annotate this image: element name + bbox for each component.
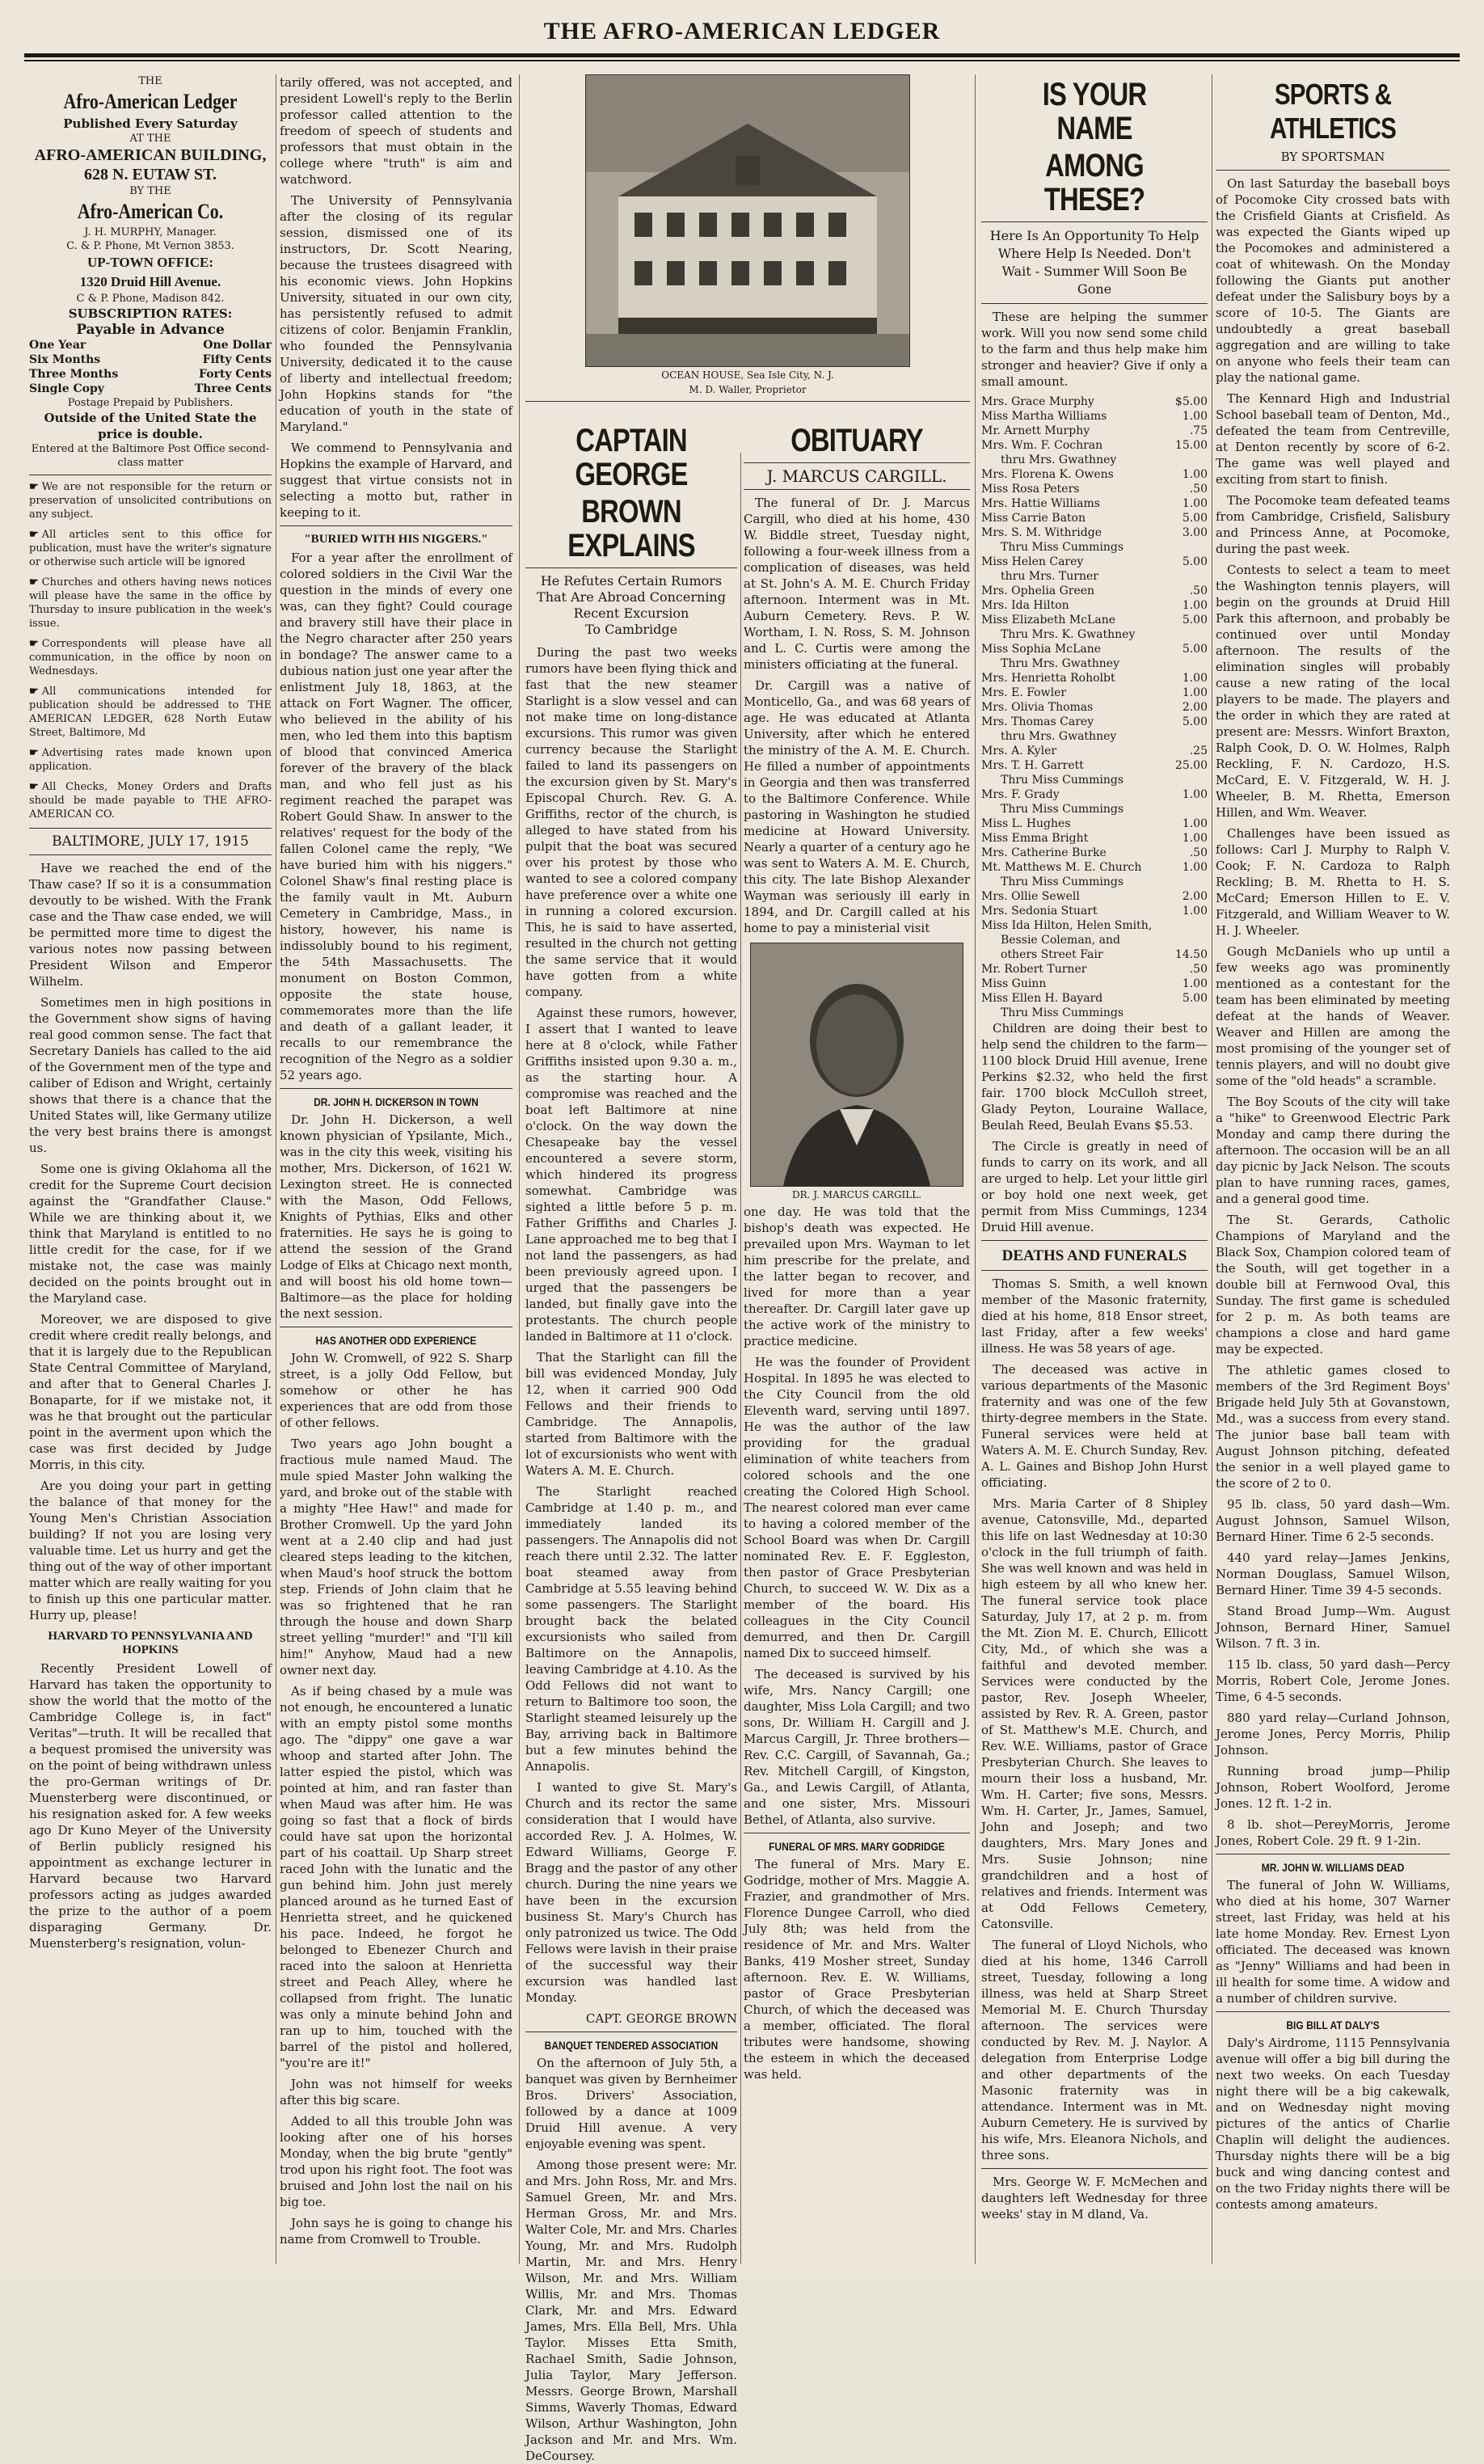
dalys-headline: BIG BILL AT DALY'S <box>1286 2019 1380 2032</box>
subscriber-amount: 1.00 <box>1182 861 1208 874</box>
subscriber-name: Mrs. Hattie Williams <box>981 497 1100 510</box>
company-name: Afro-American Co. <box>77 200 224 223</box>
subscriber-amount: 2.00 <box>1182 701 1208 714</box>
subscriber-name: Mr. Arnett Murphy <box>981 424 1090 437</box>
paragraph: These are helping the summer work. Will you now send some child to the farm and thus help make him stronger and heavier? Give if only a small amount. <box>981 310 1208 389</box>
dickerson-paragraph: Dr. John H. Dickerson, a well known physician of Ypsilante, Mich., was in the city this week, visiting his mother, Mrs. Dickerson, of 1621 W. Lexington street. He is connected with the Mason, Odd Fellows, Knights of Pythias, Elks and other fraternities. He says he is going to attend the session of the Grand Lodge of Elks at Chicago next month, and will boost his old home town—Baltimore—as the place for holding the next session. <box>280 1112 512 1321</box>
subscriber-name: Thru Miss Cummings <box>1001 774 1124 787</box>
subscriber-row <box>981 729 1208 744</box>
subscriber-row <box>981 482 1208 496</box>
name-headline-1: IS YOUR NAME <box>1042 77 1147 146</box>
paragraph: Two years ago John bought a fractious mule named Maud. The mule spied Master John walking the yard, and broke out of the stable with a mighty "Hee Haw!" and made for Brother Cromwell. Up the yard John went at a 2.40 clip and had just cleared steps leading to the kitchen, when Maud's hoof struck the bottom step. Friends of John claim that he was so frightened that he ran through the house and down Sharp street yelling "murder!" and "I'll kill him!" Anyhow, Maud had a new owner next day. <box>280 1437 512 1677</box>
pointing-hand-icon: ☛ <box>29 747 39 759</box>
dateline: BALTIMORE, JULY 17, 1915 <box>52 833 249 850</box>
subscriber-amount: .50 <box>1189 846 1208 859</box>
subscriber-row <box>981 846 1208 860</box>
sports-paragraph: The athletic games closed to members of the 3rd Regiment Boys' Brigade held July 5th at Govanstown, Md., was a success from every stand. The junior base ball team with August Johnson pitching, defeated the senior in a well played game to the score of 2 to 0. <box>1216 1363 1450 1491</box>
subscriber-name: Mrs. Catherine Burke <box>981 846 1107 859</box>
paragraph: The funeral of Lloyd Nichols, who died at his home, 1346 Carroll street, Tuesday, following a long illness, was held at Sharp Street Memorial M. E. Church Thursday afternoon. The services were conducted by Rev. M. J. Naylor. A delegation from Enterprise Lodge and other departments of the Masonic fraternity was in attendance. Interment was in Mt. Auburn Cemetery. He is survived by his wife, Mrs. Eleanora Nichols, and three sons. <box>981 1938 1208 2162</box>
outside-line: Outside of the United State the price is double. <box>44 411 257 441</box>
subscription-title: SUBSCRIPTION RATES: <box>68 306 233 321</box>
subscriber-amount: 1.00 <box>1182 686 1208 699</box>
buried-paragraph: For a year after the enrollment of colored soldiers in the Civil War the question in the minds of every one was, can they fight? Could courage and bravery still have their place in the Negro character after 250 years in bondage? The answer came to a dubious nation just one year after the enlistment July 18, 1863, at the attack on Fort Wagner. The officer, who believed in the ability of his men, who led them into this baptism of blood that convinced America forever of the bravery of the black man, and who fell just as his regiment reached the parapet was Robert Gould Shaw. In answer to the relatives' request for the body of the fallen Colonel came the reply, "We have buried him with his niggers." Colonel Shaw's final resting place is the family vault in Mt. Auburn Cemetery in Cambridge, Mass., in history, however, his name is indissolubly bound to his regiment, the 54th Massachusetts. The monument on Boston Common, opposite the state house, commemorates more than the life and death of a gallant leader, it recalls to our remembrance the recognition of the Negro as a soldier 52 years ago. <box>280 551 512 1082</box>
subscriber-row <box>981 933 1208 947</box>
entered-line: Entered at the Baltimore Post Office second-class matter <box>31 443 270 469</box>
subscriber-name: Mrs. Wm. F. Cochran <box>981 439 1103 452</box>
subscriber-row <box>981 773 1208 787</box>
subscriber-row <box>981 555 1208 569</box>
subscriber-row <box>981 831 1208 846</box>
subscriber-row <box>981 598 1208 613</box>
williams-headline: MR. JOHN W. WILLIAMS DEAD <box>1261 1861 1405 1874</box>
subscriber-amount: 1.00 <box>1182 672 1208 685</box>
notice: ☛ We are not responsible for the return or preservation of unsolicited contributions on any subject. <box>29 481 272 521</box>
subscriber-row <box>981 642 1208 656</box>
sports-byline: BY SPORTSMAN <box>1280 150 1385 164</box>
paragraph: John W. Cromwell, of 922 S. Sharp street, is a jolly Odd Fellow, but somehow or other he has experiences that are odd from those of other fellows. <box>280 1351 512 1430</box>
subscriber-name: Mr. Robert Turner <box>981 963 1087 976</box>
sports-paragraph: Stand Broad Jump—Wm. August Johnson, Bernard Hiner, Samuel Wilson. 7 ft. 3 in. <box>1216 1604 1450 1651</box>
sports-paragraph: Contests to select a team to meet the Washington tennis players, will begin on the grounds at Druid Hill Park this afternoon, and probably be continued over until Monday afternoon. The results of the elimination singles will probably cause a new rating of the local players to be made. The players and the order in which they are rated at present are: Messrs. Winfort Braxton, Ralph Cook, D. O. W. Holmes, Ralph Reckling, F. N. Cardozo, H.S. McCard, E. V. Fitzgerald, W. H. J. Wheeler, B. M. Rhetta, Emerson Hillen, and Wm. Weaver. <box>1216 563 1450 820</box>
subscriber-row <box>981 467 1208 482</box>
paragraph: John was not himself for weeks after this big scare. <box>280 2077 512 2107</box>
subscriber-name: Miss Ida Hilton, Helen Smith, <box>981 919 1153 932</box>
sports-paragraph: On last Saturday the baseball boys of Pocomoke City crossed bats with the Crisfield Giants at Crisfield. As was expected the Giants wiped up the Pocomokes and administered a coat of whitewash. On the Monday following the Giants put another defeat under the Salisbury boys by a score of 10-5. The Giants are undoubtedly a great baseball aggregation and are willing to take on anyone who feels their team can play the national game. <box>1216 176 1450 385</box>
harvard-paragraph: Recently President Lowell of Harvard has taken the opportunity to show the world that the motto of the Cambridge College is, in fact" Veritas"—truth. It will be recalled that a bequest promised the university was on the point of being withdrawn unless the pro-German writings of Dr. Muensterberg were discontinued, or his resignation asked for. A few weeks ago Dr Kuno Meyer of the University of Berlin publicly resigned his appointment as exchange lecturer in Harvard because two Harvard professors acting as judges awarded the prize to the author of a poem disparaging Germany. Dr. Muensterberg's resignation, volun- <box>29 1661 272 1951</box>
subscriber-row <box>981 977 1208 991</box>
signature: CAPT. GEORGE BROWN <box>585 2011 737 2026</box>
subscriber-amount: 15.00 <box>1174 439 1208 452</box>
subscriber-row <box>981 787 1208 802</box>
column-rule <box>519 74 520 2264</box>
sports-paragraph: The Boy Scouts of the city will take a "hike" to Greenwood Electric Park Monday and camp there during the afternoon. The occasion will be an all day picnic by Jack Nelson. The scouts plan to have running races, games, and a general good time. <box>1216 1095 1450 1206</box>
subscriber-name: Mt. Matthews M. E. Church <box>981 861 1142 874</box>
name-deck: Here Is An Opportunity To Help Where Help Is Needed. Don't Wait - Summer Will Soon Be Gone <box>989 228 1199 297</box>
subscriber-row <box>981 584 1208 598</box>
phone-line: C. & P. Phone, Mt Vernon 3853. <box>66 240 234 252</box>
pointing-hand-icon: ☛ <box>29 576 39 589</box>
subscriber-row <box>981 656 1208 671</box>
subscriber-name: Mrs. Olivia Thomas <box>981 701 1094 714</box>
uptown-address: 1320 Druid Hill Avenue. <box>79 274 221 289</box>
sports-paragraph: Running broad jump—Philip Johnson, Robert Woolford, Jerome Jones. 12 ft. 1-2 in. <box>1216 1764 1450 1811</box>
brown-headline-1: CAPTAIN GEORGE <box>575 423 688 492</box>
subscriber-row <box>981 1006 1208 1020</box>
obituary-subhead: J. MARCUS CARGILL. <box>766 466 947 486</box>
subscriber-row <box>981 569 1208 584</box>
subscriber-row <box>981 875 1208 889</box>
subscriber-row <box>981 438 1208 453</box>
subscriber-row <box>981 409 1208 424</box>
paragraph: Mrs. Maria Carter of 8 Shipley avenue, Catonsville, Md., departed this life on last Wednesday at 10:30 o'clock in the full triumph of faith. She was well known and was held in high esteem by all who knew her. The funeral service took place Saturday, July 17, at 2 p. m. from the Mt. Zion M. E. Church, Ellicott City, Md., of which she was a faithful and devoted member. Services were conducted by the pastor, Rev. Joseph Wheeler, assisted by Rev. R. A. Green, pastor of St. Matthew's M.E. Church, and Rev. W.E. Williams, pastor of Grace Presbyterian Church. She leaves to mourn their loss a husband, Mr. Wm. H. Carter; five sons, Messrs. Wm. H. Carter, Jr., James, Samuel, John and Joseph; and two daughters, Mrs. Mary Jones and Mrs. Susie Johnson; nine grandchildren and a host of relatives and friends. Interment was at Odd Fellows Cemetery, Catonsville. <box>981 1496 1208 1931</box>
subscriber-name: thru Mrs. Turner <box>1001 570 1098 583</box>
editorial-paragraph: Moreover, we are disposed to give credit where credit really belongs, and that it is largely due to the Republican State Central Committee of Maryland, and after that to General Charles J. Bonaparte, for if we mistake not, it was he that brought out the particular point in the averment upon which the case was first decided by Judge Morris, in this city. <box>29 1312 272 1472</box>
subscriber-name: Miss Elizabeth McLane <box>981 614 1115 627</box>
subscriber-row <box>981 540 1208 555</box>
ocean-house-photo <box>585 74 910 367</box>
subscriber-row <box>981 700 1208 715</box>
paragraph: That the Starlight can fill the bill was evidenced Monday, July 12, when it carried 900 Odd Fellows and their friends to Cambridge. The Annapolis, started from Baltimore with the lot of excursionists who went with Waters A. M. E. Church. <box>525 1350 737 1478</box>
rate-row: Single Copy Three Cents <box>29 382 272 395</box>
subscriber-row <box>981 889 1208 904</box>
column-rule <box>975 74 976 2264</box>
subscriber-name: Thru Mrs. K. Gwathney <box>1001 628 1136 641</box>
building-illustration <box>586 75 909 366</box>
subscriber-amount: 5.00 <box>1182 992 1208 1005</box>
pointing-hand-icon: ☛ <box>29 686 39 698</box>
subscriber-amount: 1.00 <box>1182 497 1208 510</box>
editorial-paragraph: Have we reached the end of the Thaw case? If so it is a consummation devoutly to be wished. With the Frank case and the Thaw case ended, we will be permitted more time to digest the various notes now passing between President Wilson and Emperor Wilhelm. <box>29 861 272 989</box>
subscriber-amount: 1.00 <box>1182 410 1208 423</box>
rate-row: One Year One Dollar <box>29 339 272 352</box>
sports-body <box>1216 175 1450 1849</box>
paragraph: Added to all this trouble John was looking after one of his horses Monday, when the big brute "gently" trod upon his right foot. The foot was bruised and John lost the nail on his big toe. <box>280 2114 512 2209</box>
subscriber-row <box>981 613 1208 627</box>
subscriber-amount: 5.00 <box>1182 643 1208 656</box>
subscriber-name: Thru Miss Cummings <box>1001 875 1124 888</box>
paragraph: He was the founder of Provident Hospital. In 1895 he was elected to the City Council from the old Eleventh ward, serving until 1897. He was the author of the law providing for the gradual elimination of white teachers from colored schools and the one creating the Colored High School. The nearest colored man ever came to having a colored member of the School Board was when Dr. Cargill nominated Rev. E. F. Eggleston, then pastor of Grace Presbyterian Church, to succeed W. W. Dix as a member of the board. His colleagues in the City Council demurred, and then Dr. Cargill named Dix to succeed himself. <box>744 1355 970 1660</box>
subscriber-name: Miss Emma Bright <box>981 832 1089 845</box>
subscriber-name: Mrs. Ida Hilton <box>981 599 1069 612</box>
column-rule <box>740 453 741 2264</box>
notice: ☛ Correspondents will please have all communication, in the office by noon on Wednesdays. <box>29 638 272 677</box>
paragraph: As if being chased by a mule was not enough, he encountered a lunatic with an empty pistol some months ago. The "dippy" one gave a war whoop and started after John. The latter espied the pistol, which was pointed at him, and ran faster than when Maud was after him. He was going so fast that a flock of birds could have sat upon the horizontal part of his coattail. Up Sharp street raced John with the lunatic and the gun behind him. John just merely planced around as he turned East of Henrietta street, and he quickened his pace. Indeed, he forgot he belonged to Ebenezer Church and raced into the saloon at Henrietta street and Peach Alley, where he collapsed from fright. The lunatic was only a minute behind John and ran up to him, touched with the barrel of the pistol and hollered, "you're are it!" <box>280 1684 512 2070</box>
subscriber-name: thru Mrs. Gwathney <box>1001 454 1117 466</box>
obituary-headline: OBITUARY <box>790 423 923 458</box>
at-the: AT THE <box>129 133 171 145</box>
building-address: 628 N. EUTAW ST. <box>84 166 217 184</box>
paragraph: The funeral of Dr. J. Marcus Cargill, who died at his home, 430 W. Biddle street, Tuesday night, following a four-week illness from a complication of diseases, was held at St. John's A. M. E. Church Friday afternoon. Interment was in Mt. Auburn Cemetery. Revs. P. W. Wortham, I. N. Ross, S. M. Johnson and L. C. Curtis were among the ministers officiating at the funeral. <box>744 496 970 672</box>
sports-paragraph: Challenges have been issued as follows: Carl J. Murphy to Ralph V. Cook; F. N. Cardoza to Ralph Reckling; B. M. Rhetta to H. S. McCard; Emerson Hillen to E. V. Fitzgerald, and William Weaver to W. H. J. Wheeler. <box>1216 826 1450 938</box>
pointing-hand-icon: ☛ <box>29 481 39 493</box>
subscriber-amount: 3.00 <box>1182 526 1208 539</box>
subscriber-row <box>981 511 1208 525</box>
subscriber-amount: .25 <box>1189 745 1208 757</box>
paragraph: We commend to Pennsylvania and Hopkins the example of Harvard, and suggest that virtue consists not in selecting a motto but, rather in keeping to it. <box>280 441 512 520</box>
banquet-headline: BANQUET TENDERED ASSOCIATION <box>544 2039 719 2052</box>
subscriber-name: others Street Fair <box>1001 948 1103 961</box>
subscriber-name: thru Mrs. Gwathney <box>1001 730 1117 743</box>
masthead <box>24 15 1460 65</box>
paragraph: John says he is going to change his name from Cromwell to Trouble. <box>280 2216 512 2247</box>
subscriber-row <box>981 816 1208 831</box>
subscriber-name: Miss Rosa Peters <box>981 483 1080 496</box>
subscriber-name: Mrs. Thomas Carey <box>981 715 1094 728</box>
editorial-paragraph: Sometimes men in high positions in the Government show signs of having real good common sense. The fact that Secretary Daniels has called to the aid of the Government men of the type and caliber of Edison and Wright, certainly shows that there is a chance that the United States will, like Germany utilize the very best brains there is amongst us. <box>29 995 272 1155</box>
subscriber-row <box>981 860 1208 875</box>
subscriber-name: Miss Guinn <box>981 977 1047 990</box>
payable-line: Payable in Advance <box>76 322 225 338</box>
subscriber-name: Miss Carrie Baton <box>981 512 1086 525</box>
published-line: Published Every Saturday <box>63 116 238 131</box>
subscriber-name: Miss L. Hughes <box>981 817 1071 830</box>
notice: ☛ All Checks, Money Orders and Drafts should be made payable to THE AFRO-AMERICAN CO. <box>29 781 272 821</box>
harvard-headline: HARVARD TO PENNSYLVANIA AND HOPKINS <box>48 1630 253 1656</box>
rate-row: Six Months Fifty Cents <box>29 353 272 366</box>
subscriber-amount: $5.00 <box>1174 395 1208 408</box>
notice: ☛ Churches and others having news notices will please have the same in the office by Thursday to insure publication in the week's issue. <box>29 576 272 630</box>
pointing-hand-icon: ☛ <box>29 781 39 793</box>
masthead-title: THE AFRO-AMERICAN LEDGER <box>543 18 941 44</box>
paragraph: Against these rumors, however, I assert that I wanted to leave here at 8 o'clock, while Father Griffiths insisted upon 9.30 a. m., as the starting hour. A compromise was reached and the boat left Baltimore at nine o'clock. On the way down the Chesapeake bay the vessel encountered a severe storm, which hindered its progress somewhat. Cambridge was sighted a little before 5 p. m. Father Griffiths and Charles J. Lane approached me to beg that I not land the passengers, as had been previously agreed upon. I urged that the passengers be landed, but finally gave into the protestants. The church people landed in Baltimore at 11 o'clock. <box>525 1006 737 1344</box>
subscriber-amount: 1.00 <box>1182 832 1208 845</box>
odd-experience-headline: HAS ANOTHER ODD EXPERIENCE <box>315 1334 477 1347</box>
subscriber-name: Thru Miss Cummings <box>1001 541 1124 554</box>
paragraph: The Circle is greatly in need of funds to carry on its work, and all are urged to help. Let your little girl or boy hold one next week, get permit from Miss Cummings, 1234 Druid Hill avenue. <box>981 1139 1208 1234</box>
pointing-hand-icon: ☛ <box>29 529 39 541</box>
subscriber-amount: 1.00 <box>1182 905 1208 918</box>
editorial-paragraph: Some one is giving Oklahoma all the credit for the Supreme Court decision against the "Grandfather Clause." While we are thinking about it, we think that Maryland is entitled to no little credit for the case, for if we mistake not, the case was mainly decided on the points brought out in the Maryland case. <box>29 1162 272 1306</box>
paragraph: During the past two weeks rumors have been flying thick and fast that the new steamer Starlight is a slow vessel and can not make time on long-distance excursions. This rumor was given currency because the Starlight failed to land its passengers on the excursion given by St. Mary's Episcopal Church. Rev. G. A. Griffiths, rector of the church, is alleged to have stated from his pulpit that the boat was secured over his protest by those who wanted to see a colored company have preference over a white one in running a colored excursion. This, he is said to have asserted, resulted in the church not getting the same service that it would have gotten from a white company. <box>525 645 737 999</box>
subscriber-name: Miss Helen Carey <box>981 555 1084 568</box>
dickerson-headline: DR. JOHN H. DICKERSON IN TOWN <box>314 1095 479 1108</box>
subscriber-row <box>981 947 1208 962</box>
manager-line: J. H. MURPHY, Manager. <box>84 226 217 238</box>
subscriber-name: Mrs. Ollie Sewell <box>981 890 1080 903</box>
rates-table <box>29 338 272 396</box>
subscriber-row <box>981 496 1208 511</box>
paragraph: The deceased was active in various departments of the Masonic fraternity and was one of the few thirty-degree members in the State. Funeral services were held at Waters A. M. E. Church Sunday, Rev. A. L. Gaines and Bishop John Hurst officiating. <box>981 1362 1208 1490</box>
subscriber-amount: 14.50 <box>1174 948 1208 961</box>
subscriber-row <box>981 394 1208 409</box>
column-1 <box>29 74 272 2264</box>
subscriber-row <box>981 904 1208 918</box>
brown-deck-1: He Refutes Certain Rumors <box>540 573 723 589</box>
subscriber-name: Mrs. F. Grady <box>981 788 1060 801</box>
subscriber-row <box>981 627 1208 642</box>
paragraph: The Starlight reached Cambridge at 1.40 p. m., and immediately landed its passengers. The Annapolis did not reach there until 2.32. The latter boat steamed away from Cambridge at 5.55 leaving behind some passengers. The Starlight brought back the belated excursionists who sailed from Baltimore on the Annapolis, leaving Cambridge at 4.10. As the Odd Fellows did not want to return to Baltimore too soon, the Starlight steamed leisurely up the Bay, arriving back in Baltimore but a few minutes behind the Annapolis. <box>525 1484 737 1774</box>
subscriber-name: Mrs. Florena K. Owens <box>981 468 1114 481</box>
subscriber-amount: 5.00 <box>1182 555 1208 568</box>
sports-paragraph: Gough McDaniels who up until a few weeks ago was prominently mentioned as a contestant for the team has been eliminated by meeting defeat at the hands of Weaver. Weaver and Hillen are among the most promising of the younger set of tennis players, and will no doubt give some of the "old heads" a scramble. <box>1216 944 1450 1088</box>
masthead-rule-thin <box>24 60 1460 61</box>
column-5 <box>981 74 1208 2264</box>
subscriber-amount: .75 <box>1189 424 1208 437</box>
subscriber-row <box>981 991 1208 1006</box>
paragraph: The University of Pennsylvania after the closing of its regular session, dismissed one of its instructors, Dr. Scott Nearing, because the trustees disagreed with his economic views. John Hopkins University, situated in our own city, has persistently refused to admit citizens of color. Benjamin Franklin, who founded the Pennsylvania University, dedicated it to the cause of liberty and intellectual freedom; John Hopkins stands for "the education of youth in the state of Maryland." <box>280 193 512 434</box>
subscriber-name: Thru Miss Cummings <box>1001 1006 1124 1019</box>
uptown-office: UP-TOWN OFFICE: <box>87 255 213 270</box>
notice: ☛ All articles sent to this office for publication, must have the writer's signature or otherwise such article will be ignored <box>29 529 272 568</box>
brown-deck-3: To Cambridge <box>584 622 678 637</box>
subscriber-name: Mrs. Grace Murphy <box>981 395 1094 408</box>
subscriber-row <box>981 744 1208 758</box>
subscriber-name: Mrs. Henrietta Roholbt <box>981 672 1115 685</box>
paragraph: On the afternoon of July 5th, a banquet was given by Bernheimer Bros. Drivers' Association, followed by a dance at 1009 Druid Hill avenue. A very enjoyable evening was spent. <box>525 2056 737 2151</box>
paragraph: The deceased is survived by his wife, Mrs. Nancy Cargill; one daughter, Miss Lola Cargill; and two sons, Dr. William H. Cargill and J. Marcus Cargill, Jr. Three brothers—Rev. C.C. Cargill, of Savannah, Ga.; Rev. Mitchell Cargill, of Kingston, Ga., and Lewis Cargill, of Atlanta, and one sister, Mrs. Missouri Bethel, of Atlanta, also survive. <box>744 1667 970 1827</box>
by-the: BY THE <box>129 185 171 197</box>
sports-paragraph: 440 yard relay—James Jenkins, Norman Douglass, Samuel Wilson, Bernard Hiner. Time 39 4-5 seconds. <box>1216 1551 1450 1597</box>
subscriber-amount: 1.00 <box>1182 599 1208 612</box>
rate-row: Three Months Forty Cents <box>29 368 272 381</box>
paragraph: The funeral of John W. Williams, who died at his home, 307 Warner street, last Friday, was held at his late home Monday. Rev. Ernest Lyon officiated. The deceased was known as "Jenny" Williams and had been in ill health for some time. A widow and a number of children survive. <box>1216 1878 1450 2006</box>
masthead-rule <box>24 53 1460 57</box>
sports-paragraph: 880 yard relay—Curland Johnson, Jerome Jones, Percy Morris, Philip Johnson. <box>1216 1711 1450 1757</box>
portrait-illustration <box>751 943 963 1186</box>
subscriber-amount: 1.00 <box>1182 977 1208 990</box>
uptown-phone: C & P. Phone, Madison 842. <box>76 293 225 305</box>
notice: ☛ All communications intended for publication should be addressed to THE AMERICAN LEDGER, 628 North Eutaw Street, Baltimore, Md <box>29 686 272 739</box>
subscriber-name: Miss Sophia McLane <box>981 643 1102 656</box>
subscriber-name: Mrs. T. H. Garrett <box>981 759 1084 772</box>
subscriber-amount: 5.00 <box>1182 512 1208 525</box>
subscriber-row <box>981 525 1208 540</box>
postage-line: Postage Prepaid by Publishers. <box>67 397 234 409</box>
column-2 <box>280 74 512 2264</box>
buried-headline: "BURIED WITH HIS NIGGERS." <box>304 533 488 546</box>
masthead-the: THE <box>138 75 162 87</box>
subscriber-name: Thru Miss Cummings <box>1001 803 1124 816</box>
ocean-house-proprietor: M. D. Waller, Proprietor <box>689 384 807 395</box>
subscriber-amount: 1.00 <box>1182 468 1208 481</box>
subscriber-row <box>981 424 1208 438</box>
name-headline-2: AMONG THESE? <box>1043 148 1145 217</box>
paragraph: one day. He was told that the bishop's death was expected. He prevailed upon Mrs. Wayman to let him prescribe for the prelate, and the latter began to recover, and lived for more than a year thereafter. Dr. Cargill later gave up the active work of the ministry to practice medicine. <box>744 1205 970 1348</box>
sports-paragraph: The Pocomoke team defeated teams from Cambridge, Crisfield, Salisbury and Princess Anne, at Pocomoke, during the past week. <box>1216 493 1450 556</box>
subscriber-name: Miss Martha Williams <box>981 410 1107 423</box>
subscriber-amount: 5.00 <box>1182 614 1208 627</box>
subscriber-name: Mrs. E. Fowler <box>981 686 1067 699</box>
paragraph: I wanted to give St. Mary's Church and its rector the same consideration that I would have accorded Rev. J. A. Holmes, W. Edward Williams, George F. Bragg and the pastor of any other church. During the nine years we have been in the excursion business St. Mary's Church has only patronized us twice. The Odd Fellows were lavish in their praise of the successful way their excursion was handled last Monday. <box>525 1780 737 2005</box>
paragraph: The funeral of Mrs. Mary E. Godridge, mother of Mrs. Maggie A. Frazier, and grandmother of Mrs. Florence Dungee Carroll, who died July 8th; was held from the residence of Mr. and Mrs. Walter Banks, 419 Mosher street, Sunday afternoon. Rev. E. W. Williams, pastor of Grace Presbyterian Church, of which the deceased was a member, officiated. The floral tributes were handsome, showing the esteem in which the deceased was held. <box>744 1857 970 2082</box>
notice: ☛ Advertising rates made known upon application. <box>29 747 272 773</box>
paragraph: tarily offered, was not accepted, and president Lowell's reply to the Berlin professor called attention to the freedom of speech of students and professors that must obtain in the college where "truth" is aim and watchword. <box>280 75 512 187</box>
subscriber-row <box>981 962 1208 977</box>
subscriber-row <box>981 918 1208 933</box>
subscriber-amount: .50 <box>1189 963 1208 976</box>
sports-paragraph: The Kennard High and Industrial School baseball team of Denton, Md., defeated the team from Centreville, at Denton recently by score of 6-2. The game was well played and exciting from start to finish. <box>1216 391 1450 487</box>
brown-headline-2: BROWN EXPLAINS <box>567 494 695 563</box>
subscriber-row <box>981 715 1208 729</box>
subscriber-amount: 5.00 <box>1182 715 1208 728</box>
ocean-house-caption: OCEAN HOUSE, Sea Isle City, N. J. <box>661 369 834 381</box>
sports-paragraph: 8 lb. shot—PereyMorris, Jerome Jones, Robert Cole. 29 ft. 9 1-2in. <box>1216 1817 1450 1848</box>
subscriber-name: Bessie Coleman, and <box>1001 934 1120 947</box>
subscriber-name: Thru Mrs. Gwathney <box>1001 657 1119 670</box>
pointing-hand-icon: ☛ <box>29 638 39 650</box>
subscriber-name: Mrs. Ophelia Green <box>981 584 1095 597</box>
godridge-headline: FUNERAL OF MRS. MARY GODRIDGE <box>769 1840 945 1853</box>
paragraph: Dr. Cargill was a native of Monticello, Ga., and was 68 years of age. He was educated at Atlanta University, after which he entered the ministry of the A. M. E. Church. He filled a number of appointments in Georgia and then was transferred to the Baltimore Conference. While pastoring in Washington he studied medicine at Howard University. Nearly a quarter of a century ago he was sent to Waters A. M. E. Church, this city. The late Bishop Alexander Wayman was seriously ill early in 1894, and Dr. Cargill called at his home to pay a ministerial visit <box>744 678 970 935</box>
subscriber-amount: .50 <box>1189 584 1208 597</box>
subscriber-amount: 25.00 <box>1174 759 1208 772</box>
subscriber-name: Mrs. A. Kyler <box>981 745 1057 757</box>
subscriber-row <box>981 686 1208 700</box>
paragraph: Daly's Airdrome, 1115 Pennsylvania avenue will offer a big bill during the next two weeks. On each Tuesday night there will be a big cakewalk, and on Wednesday night moving pictures of the antics of Charlie Chaplin will delight the audiences. Thursday nights there will be a big buck and wing dancing contest and on the two Friday nights there will be contests among amateurs. <box>1216 2036 1450 2212</box>
subscriber-row <box>981 671 1208 686</box>
ocean-house-block <box>525 74 970 407</box>
paragraph: Mrs. George W. F. McMechen and daughters left Wednesday for three weeks' stay in M dland, Va. <box>981 2175 1208 2221</box>
sports-paragraph: The St. Gerards, Catholic Champions of Maryland and the Black Sox, Champion colored team of the South, will get together in a double bill at Fernwood Oval, this Sunday. The first game is scheduled for 2 p. m. As both teams are champions a close and hard game may be expected. <box>1216 1213 1450 1356</box>
subscriber-name: Mrs. S. M. Withridge <box>981 526 1102 539</box>
paragraph: Among those present were: Mr. and Mrs. John Ross, Mr. and Mrs. Samuel Green, Mr. and Mrs. Herman Gross, Mr. and Mrs. Walter Cole, Mr. and Mrs. Charles Young, Mr. and Mrs. Rudolph Martin, Mr. and Mrs. Henry Wilson, Mr. and Mrs. William Willis, Mr. and Mrs. Thomas Clark, Mr. and Mrs. Edward James, Mrs. Ella Bell, Mrs. Uhla Taylor. Misses Etta Smith, Rachael Smith, Sadie Johnson, Julia Taylor, Mary Jefferson. Messrs. George Brown, Marshall Simms, Waverly Thomas, Edward Wilson, Arthur Washington, John Jackson and Mr. and Mrs. Wm. DeCoursey. <box>525 2158 737 2463</box>
cargill-portrait <box>750 943 963 1187</box>
column-3 <box>525 420 737 2463</box>
subscriber-amount: 2.00 <box>1182 890 1208 903</box>
paper-name: Afro-American Ledger <box>63 90 238 113</box>
sports-headline: SPORTS & ATHLETICS <box>1269 78 1397 145</box>
subscriber-list <box>981 394 1208 1020</box>
subscriber-row <box>981 802 1208 816</box>
brown-deck-2: That Are Abroad Concerning Recent Excursion <box>537 589 726 621</box>
subscriber-amount: 1.00 <box>1182 817 1208 830</box>
subscriber-amount: 1.00 <box>1182 788 1208 801</box>
paragraph: Children are doing their best to help send the children to the farm—1100 block Druid Hill avenue, Irene Perkins $2.32, who held the first fair. 1700 block McCulloh street, Glady Peyton, Louraine Wallace, Beulah Reed, Beulah Evans $5.53. <box>981 1021 1208 1133</box>
deaths-headline: DEATHS AND FUNERALS <box>1001 1247 1187 1264</box>
portrait-caption: DR. J. MARCUS CARGILL. <box>791 1189 922 1200</box>
subscriber-amount: .50 <box>1189 483 1208 496</box>
building-name: AFRO-AMERICAN BUILDING, <box>34 146 267 164</box>
sports-paragraph: 115 lb. class, 50 yard dash—Percy Morris, Robert Cole, Jerome Jones. Time, 6 4-5 seconds. <box>1216 1657 1450 1704</box>
subscriber-row <box>981 758 1208 773</box>
paragraph: Thomas S. Smith, a well known member of the Masonic fraternity, died at his home, 818 Ensor street, last Friday, after a few weeks' illness. He was 58 years of age. <box>981 1276 1208 1356</box>
column-4 <box>744 420 970 2264</box>
sports-paragraph: 95 lb. class, 50 yard dash—Wm. August Johnson, Samuel Wilson, Bernard Hiner. Time 6 2-5 seconds. <box>1216 1497 1450 1544</box>
column-6 <box>1216 74 1450 2264</box>
subscriber-row <box>981 453 1208 467</box>
editorial-paragraph: Are you doing your part in getting the balance of that money for the Young Men's Christian Association building? If not you are losing very valuable time. Let us hurry and get the thing out of the way of other important matter which are really waiting for you to finish up this one particular matter. Hurry up, please! <box>29 1479 272 1622</box>
subscriber-name: Mrs. Sedonia Stuart <box>981 905 1098 918</box>
subscriber-name: Miss Ellen H. Bayard <box>981 992 1103 1005</box>
